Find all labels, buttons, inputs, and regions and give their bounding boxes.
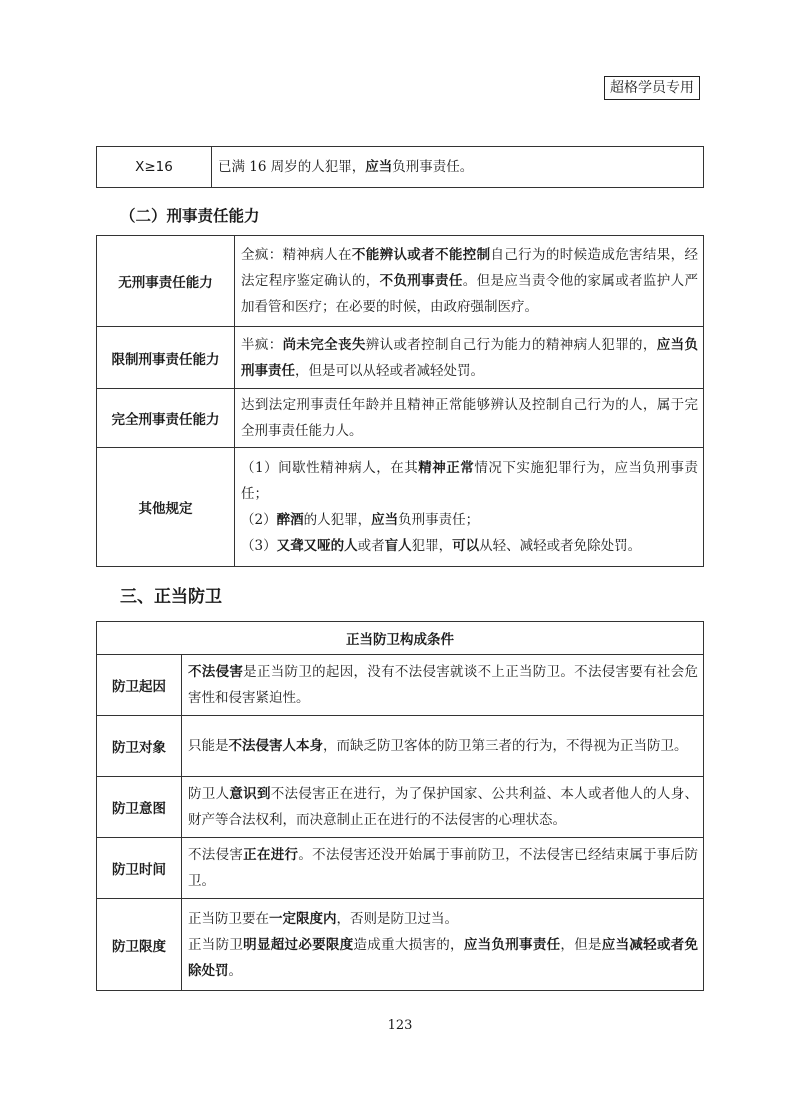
row-label: 其他规定 (97, 448, 235, 567)
page-number: 123 (387, 1018, 413, 1033)
table-row (97, 899, 704, 991)
age-row-text (212, 147, 704, 188)
paragraph (188, 906, 698, 932)
section-title-self-defense: 三、正当防卫 (120, 587, 222, 607)
row-content (235, 327, 704, 389)
row-label: 防卫时间 (97, 838, 182, 899)
body-text: 不法侵害 (188, 847, 244, 863)
table-row (97, 777, 704, 838)
body-text: ，否则是防卫过当。 (336, 910, 458, 927)
body-text: 自己行为的时候造成危害结果，经法定程序鉴定确认的， (241, 247, 698, 289)
emphasis-text: 不法侵害 (188, 664, 244, 680)
body-text: 正当防卫要在 (188, 910, 269, 927)
row-label: 无刑事责任能力 (97, 236, 235, 327)
emphasis-text: 应当减轻或者免除处罚 (188, 936, 699, 979)
paragraph (241, 507, 698, 533)
emphasis-text: 不能辨认或者不能控制 (351, 247, 491, 263)
emphasis-text: 又聋又哑的人 (276, 538, 358, 554)
paragraph (188, 842, 698, 894)
section-title-capacity: （二）刑事责任能力 (120, 207, 260, 225)
body-text: 。但是应当责令他的家属或者监护人严加看管和医疗；在必要的时候，由政府强制医疗。 (241, 273, 698, 315)
emphasis-text: 意识到 (229, 786, 271, 802)
defense-table-header: 正当防卫构成条件 (97, 622, 704, 655)
row-label: 防卫意图 (97, 777, 182, 838)
table-row (97, 716, 704, 777)
table-row (97, 448, 704, 567)
row-label: 完全刑事责任能力 (97, 389, 235, 448)
paragraph (188, 659, 698, 711)
row-content (182, 716, 704, 777)
body-text: 已满 16 周岁的人犯罪， (218, 159, 366, 175)
emphasis-text: 不负刑事责任 (379, 273, 463, 289)
paragraph (188, 733, 698, 759)
body-text: ，而缺乏防卫客体的防卫第三者的行为，不得视为正当防卫。 (323, 738, 688, 754)
table-row (97, 236, 704, 327)
emphasis-text: 应当负刑事责任 (241, 336, 698, 379)
paragraph (188, 932, 698, 984)
body-text: 是正当防卫的起因，没有不法侵害就谈不上正当防卫。不法侵害要有社会危害性和侵害紧迫性。 (188, 664, 699, 706)
capacity-table (96, 235, 704, 567)
body-text: 正当防卫 (188, 936, 244, 953)
table-row (97, 147, 704, 188)
row-content (235, 448, 704, 567)
emphasis-text: 应当 (371, 512, 399, 528)
row-content (235, 389, 704, 448)
body-text: 情况下实施犯罪行为，应当负刑事责任； (241, 460, 699, 502)
row-label: 防卫限度 (97, 899, 182, 991)
paragraph (241, 455, 698, 507)
body-text: 负刑事责任。 (392, 159, 474, 175)
body-text: ，但是 (560, 936, 602, 953)
emphasis-text: 盲人 (384, 538, 412, 554)
body-text: 。 (228, 962, 242, 979)
emphasis-text: 可以 (452, 538, 480, 554)
emphasis-text: 应当负刑事责任 (463, 936, 561, 953)
body-text: 。不法侵害还没开始属于事前防卫，不法侵害已经结束属于事后防卫。 (188, 847, 699, 889)
body-text: 的人犯罪， (303, 512, 372, 528)
table-row (97, 389, 704, 448)
body-text: 负刑事责任； (398, 512, 480, 528)
table-row (97, 655, 704, 716)
body-text: 全疯：精神病人在 (241, 247, 352, 263)
table-row (97, 838, 704, 899)
paragraph (241, 242, 698, 320)
row-content (182, 899, 704, 991)
table-header-row (97, 622, 704, 655)
body-text: 造成重大损害的， (353, 936, 464, 953)
body-text: 或者 (357, 538, 385, 554)
row-label: 防卫对象 (97, 716, 182, 777)
paragraph (241, 533, 698, 559)
defense-table (96, 621, 704, 991)
body-text: （2） (241, 512, 277, 528)
row-label: 限制刑事责任能力 (97, 327, 235, 389)
row-content (235, 236, 704, 327)
body-text: （1）间歇性精神病人，在其 (241, 460, 419, 476)
row-content (182, 777, 704, 838)
body-text: 辨认或者控制自己行为能力的精神病人犯罪的， (365, 336, 657, 353)
emphasis-text: 精神正常 (418, 460, 475, 476)
age-row-label: X≥16 (97, 147, 212, 188)
emphasis-text: 应当 (365, 159, 393, 175)
body-text: 犯罪， (411, 538, 453, 554)
emphasis-text: 尚未完全丧失 (282, 336, 366, 353)
exclusive-badge: 超格学员专用 (604, 76, 700, 100)
emphasis-text: 不法侵害人本身 (228, 738, 323, 754)
emphasis-text: 一定限度内 (269, 910, 337, 927)
body-text: 达到法定刑事责任年龄并且精神正常能够辨认及控制自己行为的人，属于完全刑事责任能力人。 (241, 397, 698, 439)
table-row (97, 327, 704, 389)
row-label: 防卫起因 (97, 655, 182, 716)
body-text: ，但是可以从轻或者减轻处罚。 (295, 362, 484, 379)
body-text: 不法侵害正在进行，为了保护国家、公共利益、本人或者他人的人身、财产等合法权利，而决意制止正在进行的不法侵害的心理状态。 (188, 786, 698, 828)
body-text: 半疯： (241, 336, 283, 353)
body-text: 从轻、减轻或者免除处罚。 (479, 538, 642, 554)
emphasis-text: 明显超过必要限度 (243, 936, 354, 953)
body-text: 防卫人 (188, 786, 230, 802)
paragraph (241, 392, 698, 444)
paragraph (241, 332, 698, 384)
row-content (182, 655, 704, 716)
emphasis-text: 正在进行 (243, 847, 299, 863)
emphasis-text: 醉酒 (276, 512, 304, 528)
paragraph (188, 781, 698, 833)
age-table (96, 146, 704, 188)
body-text: （3） (241, 538, 277, 554)
row-content (182, 838, 704, 899)
body-text: 只能是 (188, 738, 229, 754)
